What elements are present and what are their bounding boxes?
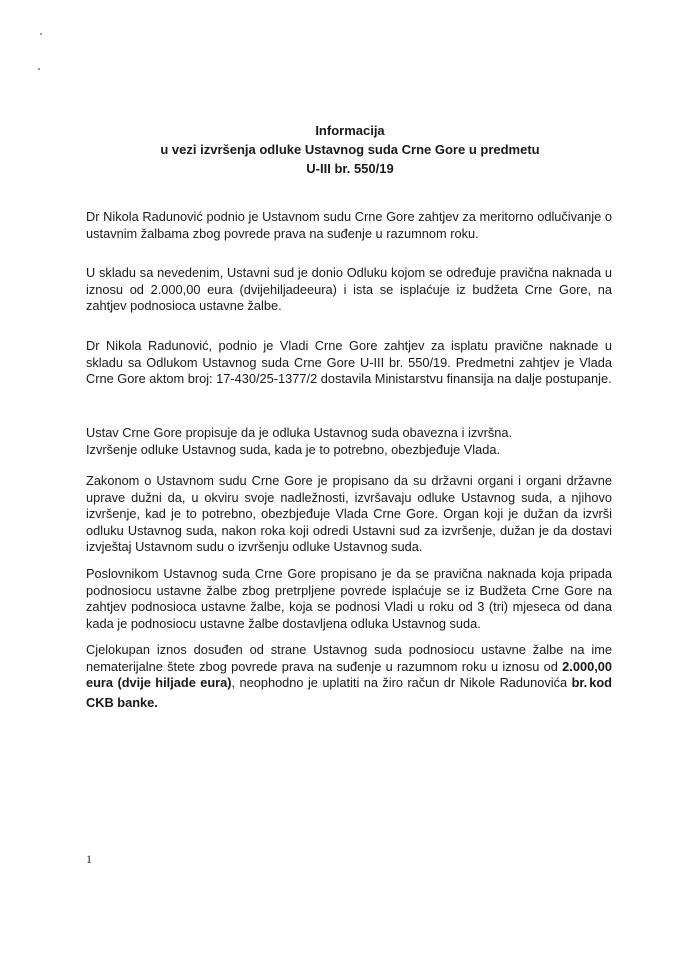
paragraph-4 xyxy=(86,425,612,458)
document-title xyxy=(100,121,600,178)
amount-bold: 2.000,00 eura (dvije hiljade eura) xyxy=(86,658,612,690)
paragraph-5: Zakonom o Ustavnom sudu Crne Gore je propisano da su državni organi i organi državne uprave dužni da, u okviru svoje nadležnosti, izvršavaju odluke Ustavnog suda, a njihovo izvršenje, kad je to potrebno, obezbjeđuje Vlada Crne Gore. Organ koji je dužan da izvrši odluku Ustavnog suda, nakon roka koji odredi Ustavni sud za izvršenje, dužan je da dostavi izvještaj Ustavnom sudu o izvršenju odluke Ustavnog suda. xyxy=(86,473,612,554)
paragraph-4-line-2: Izvršenje odluke Ustavnog suda, kada je to potrebno, obezbjeđuje Vlada. xyxy=(86,441,501,457)
scan-speck xyxy=(40,33,42,35)
scan-speck xyxy=(38,68,40,70)
account-label: br. xyxy=(571,675,588,690)
title-line-1: Informacija xyxy=(315,123,385,138)
paragraph-4-line-1: Ustav Crne Gore propisuje da je odluka Ustavnog suda obavezna i izvršna. xyxy=(86,425,513,440)
paragraph-7-text-2: , neophodno je uplatiti na žiro račun dr Nikole Radunovića xyxy=(231,675,572,690)
paragraph-1: Dr Nikola Radunović podnio je Ustavnom sudu Crne Gore zahtjev za meritorno odlučivanje o ustavnim žalbama zbog povrede prava na suđenje u razumnom roku. xyxy=(86,209,612,241)
paragraph-2: U skladu sa nevedenim, Ustavni sud je donio Odluku kojom se određuje pravična naknada u iznosu od 2.000,00 eura (dvijehiljadeeura) i ista se isplaćuje iz budžeta Crne Gore, na zahtjev podnosioca ustavne žalbe. xyxy=(86,265,612,313)
paragraph-7 xyxy=(86,642,612,711)
paragraph-7-text-1: Cjelokupan iznos dosuđen od strane Ustavnog suda podnosiocu ustavne žalbe na ime nematerijalne štete zbog povrede prava na suđenje u razumnom roku u iznosu od xyxy=(86,642,612,674)
bank-name: kod CKB banke. xyxy=(86,675,612,710)
paragraph-6: Poslovnikom Ustavnog suda Crne Gore propisano je da se pravična naknada koja pripada podnosiocu ustavne žalbe zbog pretrpljene povrede isplaćuje se iz Budžeta Crne Gore na zahtjev podnosioca ustavne žalbe, koja se podnosi Vladi u roku od 3 (tri) mjeseca od dana kada je podnosiocu ustavne žalbe dostavljena odluka Ustavnog suda. xyxy=(86,566,612,631)
title-line-3: U-III br. 550/19 xyxy=(306,161,394,176)
page-number: 1 xyxy=(86,852,92,866)
paragraph-3: Dr Nikola Radunović, podnio je Vladi Crne Gore zahtjev za isplatu pravične naknade u skladu sa Odlukom Ustavnog suda Crne Gore U-III br. 550/19. Predmetni zahtjev je Vlada Crne Gore aktom broj: 17-430/25-1377/2 dostavila Ministarstvu finansija na dalje postupanje. xyxy=(86,338,612,386)
title-line-2: u vezi izvršenja odluke Ustavnog suda Crne Gore u predmetu xyxy=(160,142,540,157)
